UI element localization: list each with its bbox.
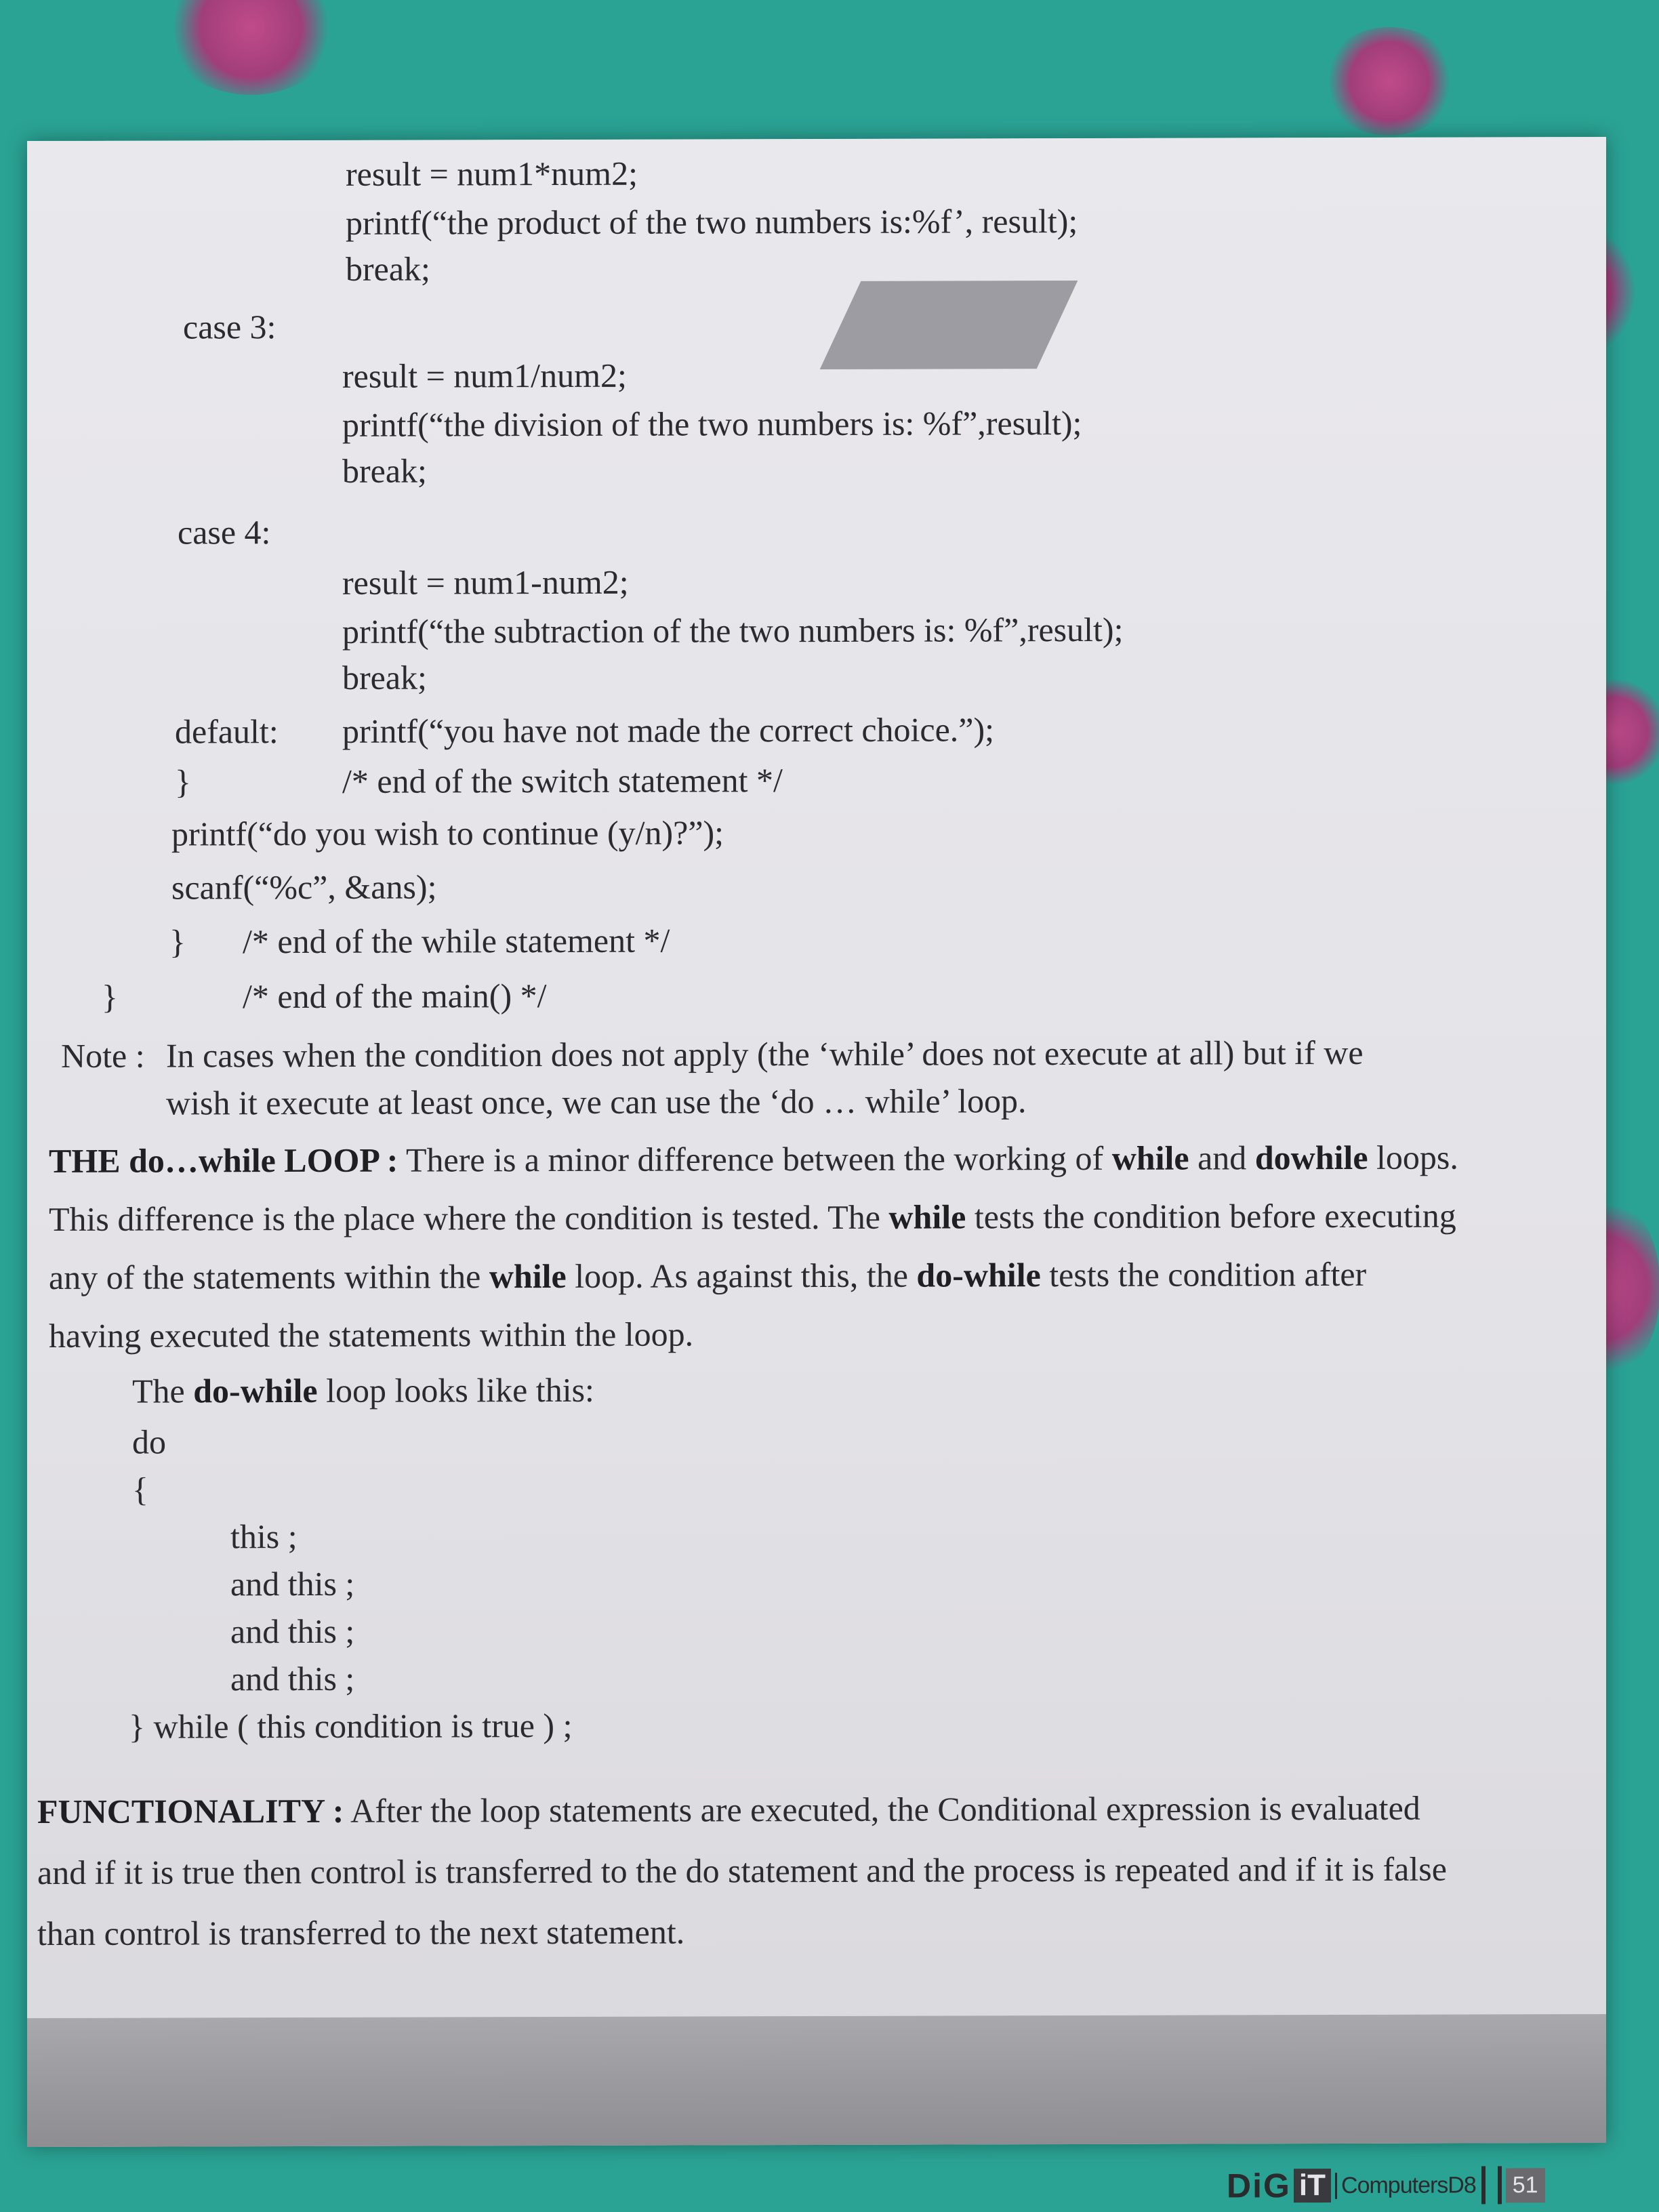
keyword: while bbox=[1111, 1139, 1189, 1177]
paragraph-text: and bbox=[1197, 1139, 1247, 1177]
logo-dig-text: DiG bbox=[1227, 2167, 1291, 2205]
code-line: printf(“the product of the two numbers is:%f’, result); bbox=[346, 201, 1078, 242]
code-line: break; bbox=[346, 249, 430, 288]
code-line: result = num1*num2; bbox=[346, 154, 638, 193]
looks-like-line bbox=[132, 1370, 594, 1412]
keyword: do-while bbox=[916, 1256, 1041, 1294]
code-comment: /* end of the switch statement */ bbox=[342, 761, 783, 800]
code-line: break; bbox=[342, 658, 427, 697]
code-line: printf(“do you wish to continue (y/n)?”); bbox=[171, 813, 724, 853]
syntax-line: and this ; bbox=[230, 1564, 355, 1603]
code-line: printf(“you have not made the correct choice.”); bbox=[342, 710, 995, 750]
looks-text: The bbox=[132, 1372, 185, 1410]
syntax-do: do bbox=[132, 1422, 166, 1461]
page-footer-band bbox=[27, 2014, 1606, 2147]
note-text: In cases when the condition does not apply (the ‘while’ does not execute at all) but if we bbox=[166, 1033, 1364, 1075]
looks-text: loop looks like this: bbox=[326, 1370, 594, 1410]
code-line: printf(“the division of the two numbers is: %f”,result); bbox=[342, 403, 1082, 444]
note-text: wish it execute at least once, we can use the ‘do … while’ loop. bbox=[166, 1082, 1027, 1122]
book-page bbox=[27, 137, 1606, 2205]
code-line: printf(“the subtraction of the two numbers is: %f”,result); bbox=[342, 610, 1124, 651]
logo-series-text: ComputersD8 bbox=[1335, 2172, 1476, 2199]
paragraph-text: tests the condition before executing any of the statements within the bbox=[49, 1196, 1456, 1296]
case-label: case 4: bbox=[178, 513, 271, 552]
closing-brace: } bbox=[175, 762, 191, 801]
case-label: case 3: bbox=[183, 308, 276, 346]
code-line: result = num1/num2; bbox=[342, 356, 627, 395]
publisher-logo bbox=[1227, 2163, 1545, 2207]
section-heading: FUNCTIONALITY : bbox=[37, 1791, 344, 1831]
logo-bars-icon bbox=[1481, 2166, 1502, 2204]
section-heading: THE do…while LOOP : bbox=[49, 1141, 398, 1180]
page-shadow bbox=[820, 281, 1078, 369]
paragraph-text: loop. As against this, the bbox=[575, 1256, 908, 1295]
keyword: while bbox=[888, 1197, 966, 1236]
keyword: dowhile bbox=[1254, 1138, 1368, 1177]
paragraph-text: After the loop statements are executed, the Conditional expression is evaluated and if it is true then control is transferred to the do statement and the process is repeated and if it is false than control is transferred to the next statement. bbox=[37, 1788, 1447, 1953]
keyword: while bbox=[489, 1256, 567, 1296]
code-line: result = num1-num2; bbox=[342, 562, 629, 602]
logo-it-text: iT bbox=[1294, 2169, 1331, 2203]
functionality-paragraph bbox=[37, 1778, 1447, 1964]
fabric-flower bbox=[1322, 27, 1457, 136]
paragraph-text: tests the condition after having executed the statements within the loop. bbox=[49, 1254, 1367, 1355]
syntax-line: and this ; bbox=[230, 1659, 355, 1698]
syntax-close: } while ( this condition is true ) ; bbox=[129, 1706, 573, 1746]
code-comment: /* end of the while statement */ bbox=[243, 921, 670, 961]
note-label: Note : bbox=[61, 1036, 145, 1075]
paragraph-text: loops. This difference is the place where the condition is tested. The bbox=[49, 1138, 1458, 1238]
code-line: scanf(“%c”, &ans); bbox=[171, 867, 437, 907]
closing-brace: } bbox=[169, 922, 186, 961]
syntax-line: and this ; bbox=[230, 1612, 355, 1651]
code-comment: /* end of the main() */ bbox=[243, 977, 547, 1016]
syntax-line: this ; bbox=[230, 1517, 298, 1556]
closing-brace: } bbox=[102, 977, 118, 1016]
keyword: do-while bbox=[193, 1371, 318, 1410]
default-label: default: bbox=[175, 712, 279, 751]
fabric-flower bbox=[163, 0, 339, 95]
page-number: 51 bbox=[1506, 2168, 1545, 2203]
dowhile-paragraph bbox=[49, 1128, 1458, 1365]
paragraph-text: There is a minor difference between the working of bbox=[405, 1139, 1104, 1179]
code-line: break; bbox=[342, 451, 427, 490]
syntax-open-brace: { bbox=[132, 1470, 148, 1509]
